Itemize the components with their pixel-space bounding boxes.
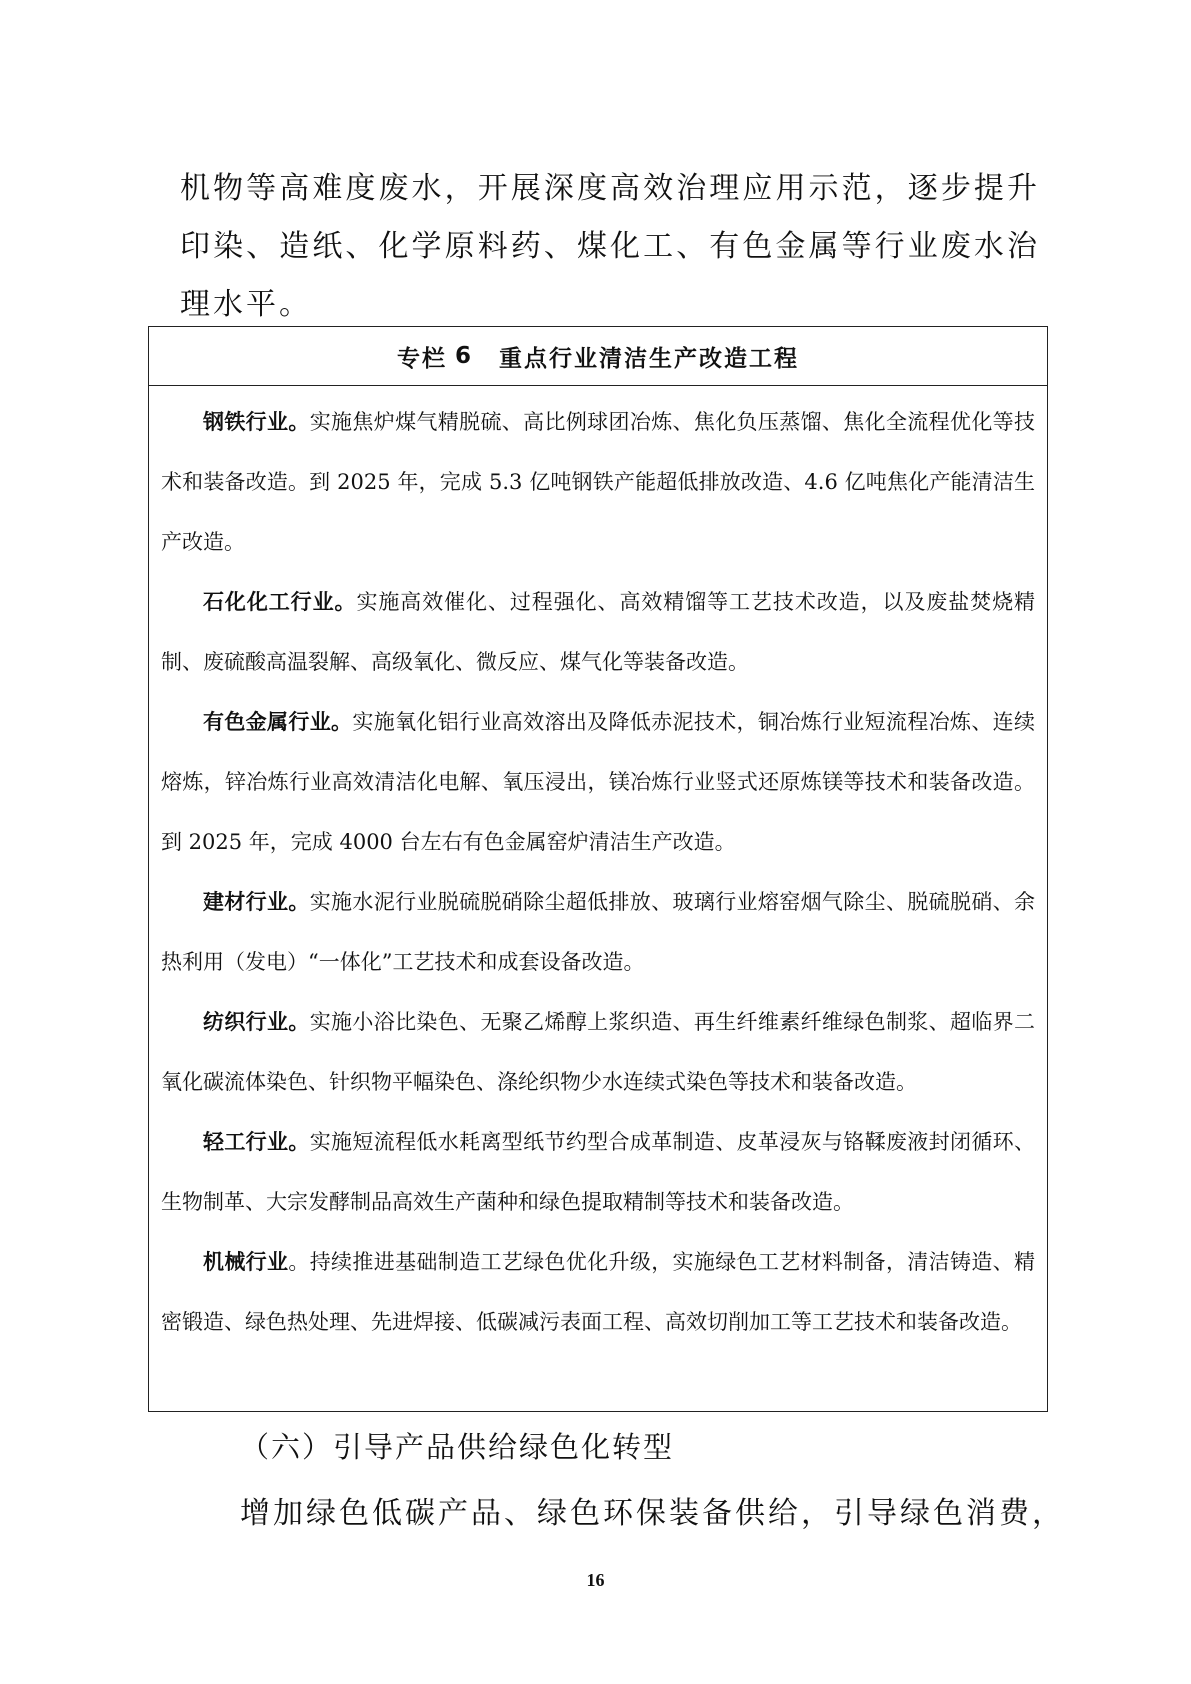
industry-item-lead: 轻工行业。 — [203, 1130, 310, 1154]
feature-box — [148, 326, 1048, 1412]
industry-item-lead: 建材行业。 — [203, 890, 310, 914]
feature-box-title-number: 6 — [454, 343, 473, 369]
feature-box-title-prefix: 专栏 — [396, 345, 447, 372]
industry-item-lead: 钢铁行业。 — [203, 410, 310, 434]
feature-box-title-text: 重点行业清洁生产改造工程 — [499, 345, 799, 372]
industry-item-building-materials — [161, 872, 1035, 992]
intro-paragraph: 机物等高难度废水，开展深度高效治理应用示范，逐步提升印染、造纸、化学原料药、煤化工、有色金属等行业废水治理水平。 — [180, 171, 1040, 322]
section-heading: （六）引导产品供给绿色化转型 — [240, 1430, 675, 1464]
industry-item-textile — [161, 992, 1035, 1112]
industry-item-text: 。持续推进基础制造工艺绿色优化升级，实施绿色工艺材料制备，清洁铸造、精密锻造、绿色热处理、先进焊接、低碳减污表面工程、高效切削加工等工艺技术和装备改造。 — [161, 1250, 1036, 1334]
industry-item-petrochemical — [161, 572, 1035, 692]
industry-item-lead: 机械行业 — [203, 1250, 289, 1274]
industry-item-lead: 纺织行业。 — [203, 1010, 310, 1034]
industry-item-text: 实施氧化铝行业高效溶出及降低赤泥技术，铜冶炼行业短流程冶炼、连续熔炼，锌冶炼行业高效清洁化电解、氧压浸出，镁冶炼行业竖式还原炼镁等技术和装备改造。到 2025 年，完成 4000 台左右有色金属窑炉清洁生产改造。 — [161, 710, 1036, 854]
industry-item-text: 实施水泥行业脱硫脱硝除尘超低排放、玻璃行业熔窑烟气除尘、脱硫脱硝、余热利用（发电）“一体化”工艺技术和成套设备改造。 — [161, 890, 1036, 974]
industry-item-lead: 石化化工行业。 — [203, 590, 357, 614]
industry-item-lead: 有色金属行业。 — [203, 710, 353, 734]
industry-item-nonferrous-metals — [161, 692, 1035, 872]
page-number: 16 — [586, 1570, 605, 1590]
industry-item-light-industry — [161, 1112, 1035, 1232]
industry-item-machinery — [161, 1232, 1035, 1352]
feature-box-title — [149, 327, 1047, 386]
industry-item-steel — [161, 392, 1035, 572]
section-paragraph: 增加绿色低碳产品、绿色环保装备供给，引导绿色消费， — [240, 1496, 1065, 1531]
industry-item-text: 实施小浴比染色、无聚乙烯醇上浆织造、再生纤维素纤维绿色制浆、超临界二氧化碳流体染色、针织物平幅染色、涤纶织物少水连续式染色等技术和装备改造。 — [161, 1010, 1036, 1094]
industry-item-text: 实施高效催化、过程强化、高效精馏等工艺技术改造，以及废盐焚烧精制、废硫酸高温裂解、高级氧化、微反应、煤气化等装备改造。 — [161, 590, 1036, 674]
industry-item-text: 实施焦炉煤气精脱硫、高比例球团冶炼、焦化负压蒸馏、焦化全流程优化等技术和装备改造。到 2025 年，完成 5.3 亿吨钢铁产能超低排放改造、4.6 亿吨焦化产能清洁生产改造。 — [161, 410, 1036, 554]
feature-box-body — [149, 386, 1047, 1352]
industry-item-text: 实施短流程低水耗离型纸节约型合成革制造、皮革浸灰与铬鞣废液封闭循环、生物制革、大宗发酵制品高效生产菌种和绿色提取精制等技术和装备改造。 — [161, 1130, 1036, 1214]
